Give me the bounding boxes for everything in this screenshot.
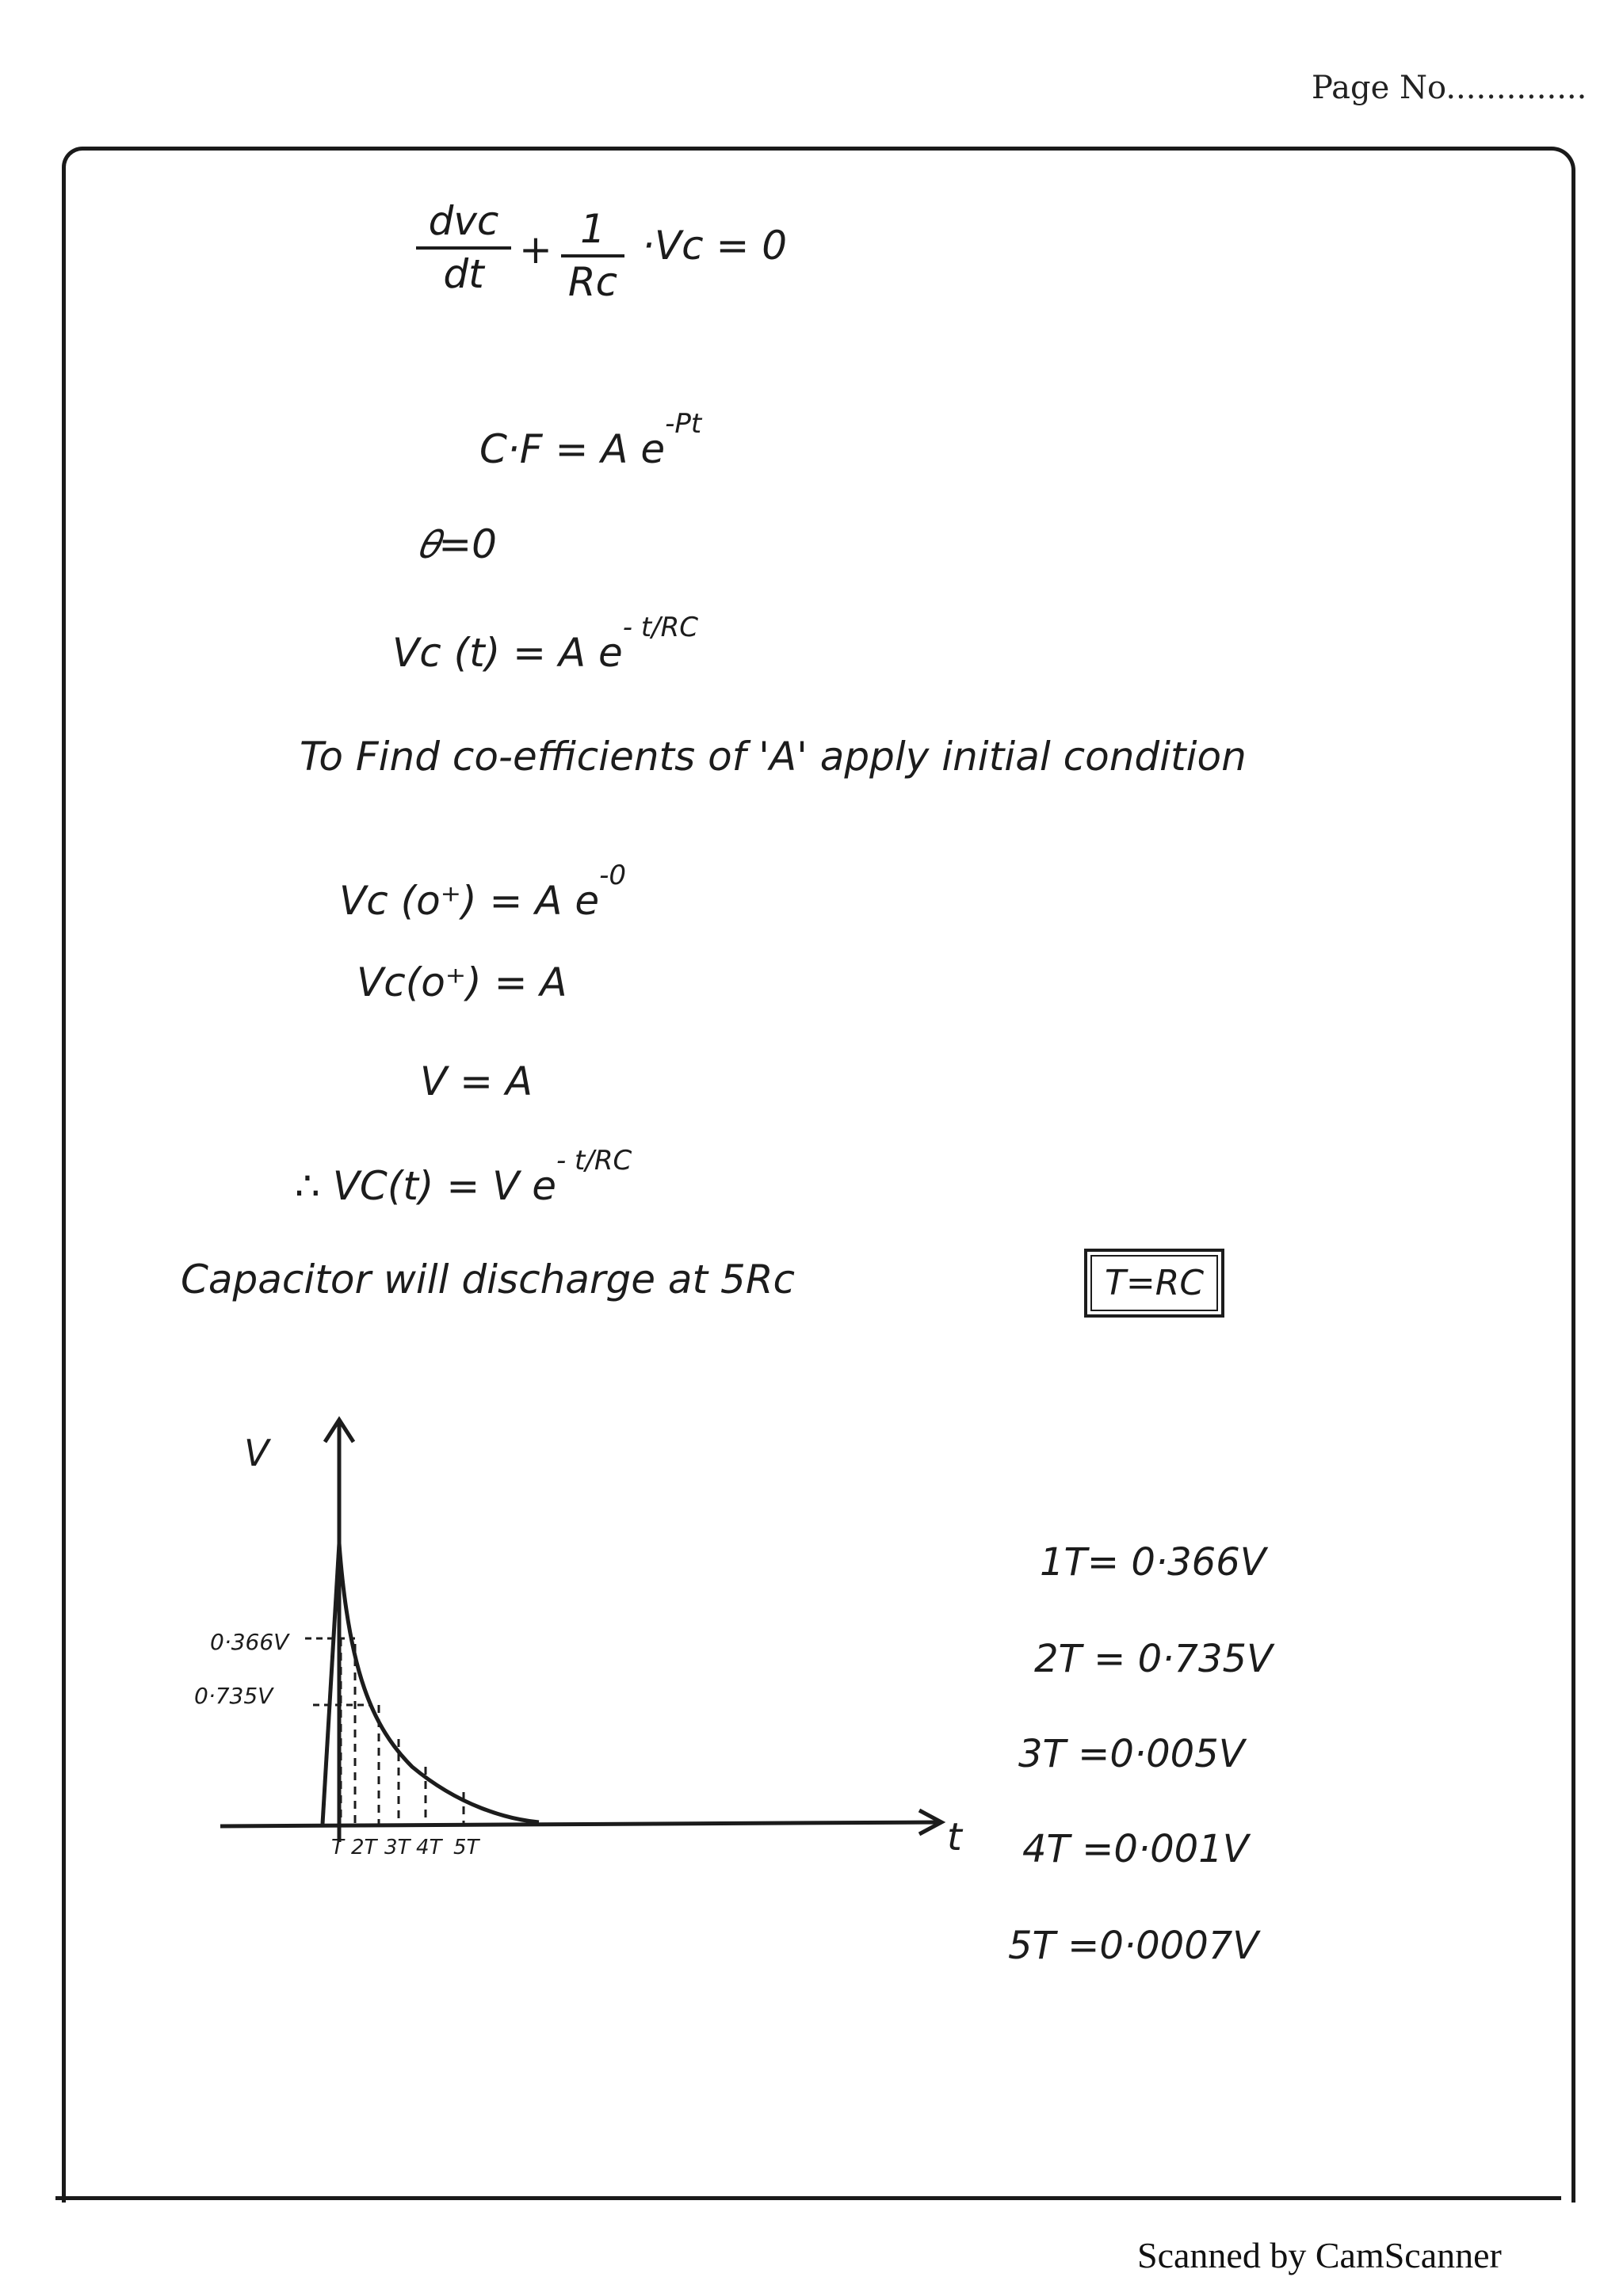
result-base: ∴ VC(t) = V e bbox=[295, 1163, 556, 1209]
value-row-2 bbox=[1034, 1637, 1273, 1681]
discharge-statement: Capacitor will discharge at 5Rc bbox=[181, 1257, 796, 1302]
value-label: 4T bbox=[1022, 1827, 1070, 1871]
value-label: 1T bbox=[1040, 1540, 1087, 1585]
cf-base: C·F = A e bbox=[479, 426, 666, 472]
initial-condition-2: Vc(o⁺) = A bbox=[357, 959, 567, 1005]
value-row-4 bbox=[1022, 1827, 1249, 1871]
value-row-1 bbox=[1040, 1540, 1266, 1585]
x-axis bbox=[220, 1822, 939, 1826]
ode-tail: ·Vc = 0 bbox=[642, 223, 788, 269]
fraction-numerator: 1 bbox=[580, 206, 605, 252]
page-number-label: Page No.............. bbox=[1312, 70, 1587, 106]
value-eq: = bbox=[1082, 1827, 1114, 1871]
fraction-denominator: Rc bbox=[567, 259, 618, 305]
value-amount: 0·0007V bbox=[1099, 1924, 1259, 1968]
fraction-numerator: dvc bbox=[428, 198, 499, 244]
level-label-1: 0·366V bbox=[210, 1629, 289, 1655]
value-eq: = bbox=[1086, 1540, 1120, 1585]
root-line: 𝜃=0 bbox=[418, 521, 497, 567]
value-amount: 0·735V bbox=[1137, 1637, 1273, 1681]
init1-exponent: -0 bbox=[599, 860, 627, 891]
instruction-text: To Find co-efficients of 'A' apply initial condition bbox=[300, 734, 1247, 780]
charge-edge bbox=[323, 1543, 339, 1824]
value-eq: = bbox=[1094, 1637, 1126, 1681]
x-tick-label-4: 4T bbox=[416, 1836, 442, 1859]
plus-sign: + bbox=[519, 227, 552, 273]
value-row-3 bbox=[1018, 1732, 1245, 1776]
time-constant-box: T=RC bbox=[1084, 1249, 1224, 1318]
value-amount: 0·001V bbox=[1113, 1827, 1249, 1871]
value-eq: = bbox=[1078, 1732, 1110, 1776]
initial-condition-3: V = A bbox=[420, 1058, 533, 1104]
value-amount: 0·366V bbox=[1131, 1540, 1266, 1585]
y-axis-label: V bbox=[244, 1432, 269, 1474]
x-tick-label-5: 5T bbox=[453, 1836, 479, 1859]
scanner-watermark: Scanned by CamScanner bbox=[1137, 2235, 1502, 2275]
value-row-5 bbox=[1008, 1924, 1259, 1968]
vct-base: Vc (t) = A e bbox=[392, 630, 623, 676]
value-label: 3T bbox=[1018, 1732, 1066, 1776]
x-axis-label: t bbox=[947, 1815, 962, 1859]
level-label-2: 0·735V bbox=[194, 1683, 273, 1709]
decay-curve bbox=[339, 1543, 539, 1822]
result-exponent: - t/RC bbox=[556, 1145, 632, 1177]
fraction-denominator: dt bbox=[443, 251, 484, 297]
init1-base: Vc (o⁺) = A e bbox=[339, 878, 600, 924]
value-label: 5T bbox=[1008, 1924, 1056, 1968]
value-amount: 0·005V bbox=[1109, 1732, 1245, 1776]
value-label: 2T bbox=[1034, 1637, 1082, 1681]
x-tick-label-3: 3T bbox=[384, 1836, 411, 1859]
value-eq: = bbox=[1067, 1924, 1100, 1968]
x-tick-label-1: T bbox=[331, 1836, 344, 1859]
cf-exponent: -Pt bbox=[665, 408, 702, 440]
vct-exponent: - t/RC bbox=[622, 612, 698, 643]
x-tick-label-2: 2T bbox=[351, 1836, 377, 1859]
